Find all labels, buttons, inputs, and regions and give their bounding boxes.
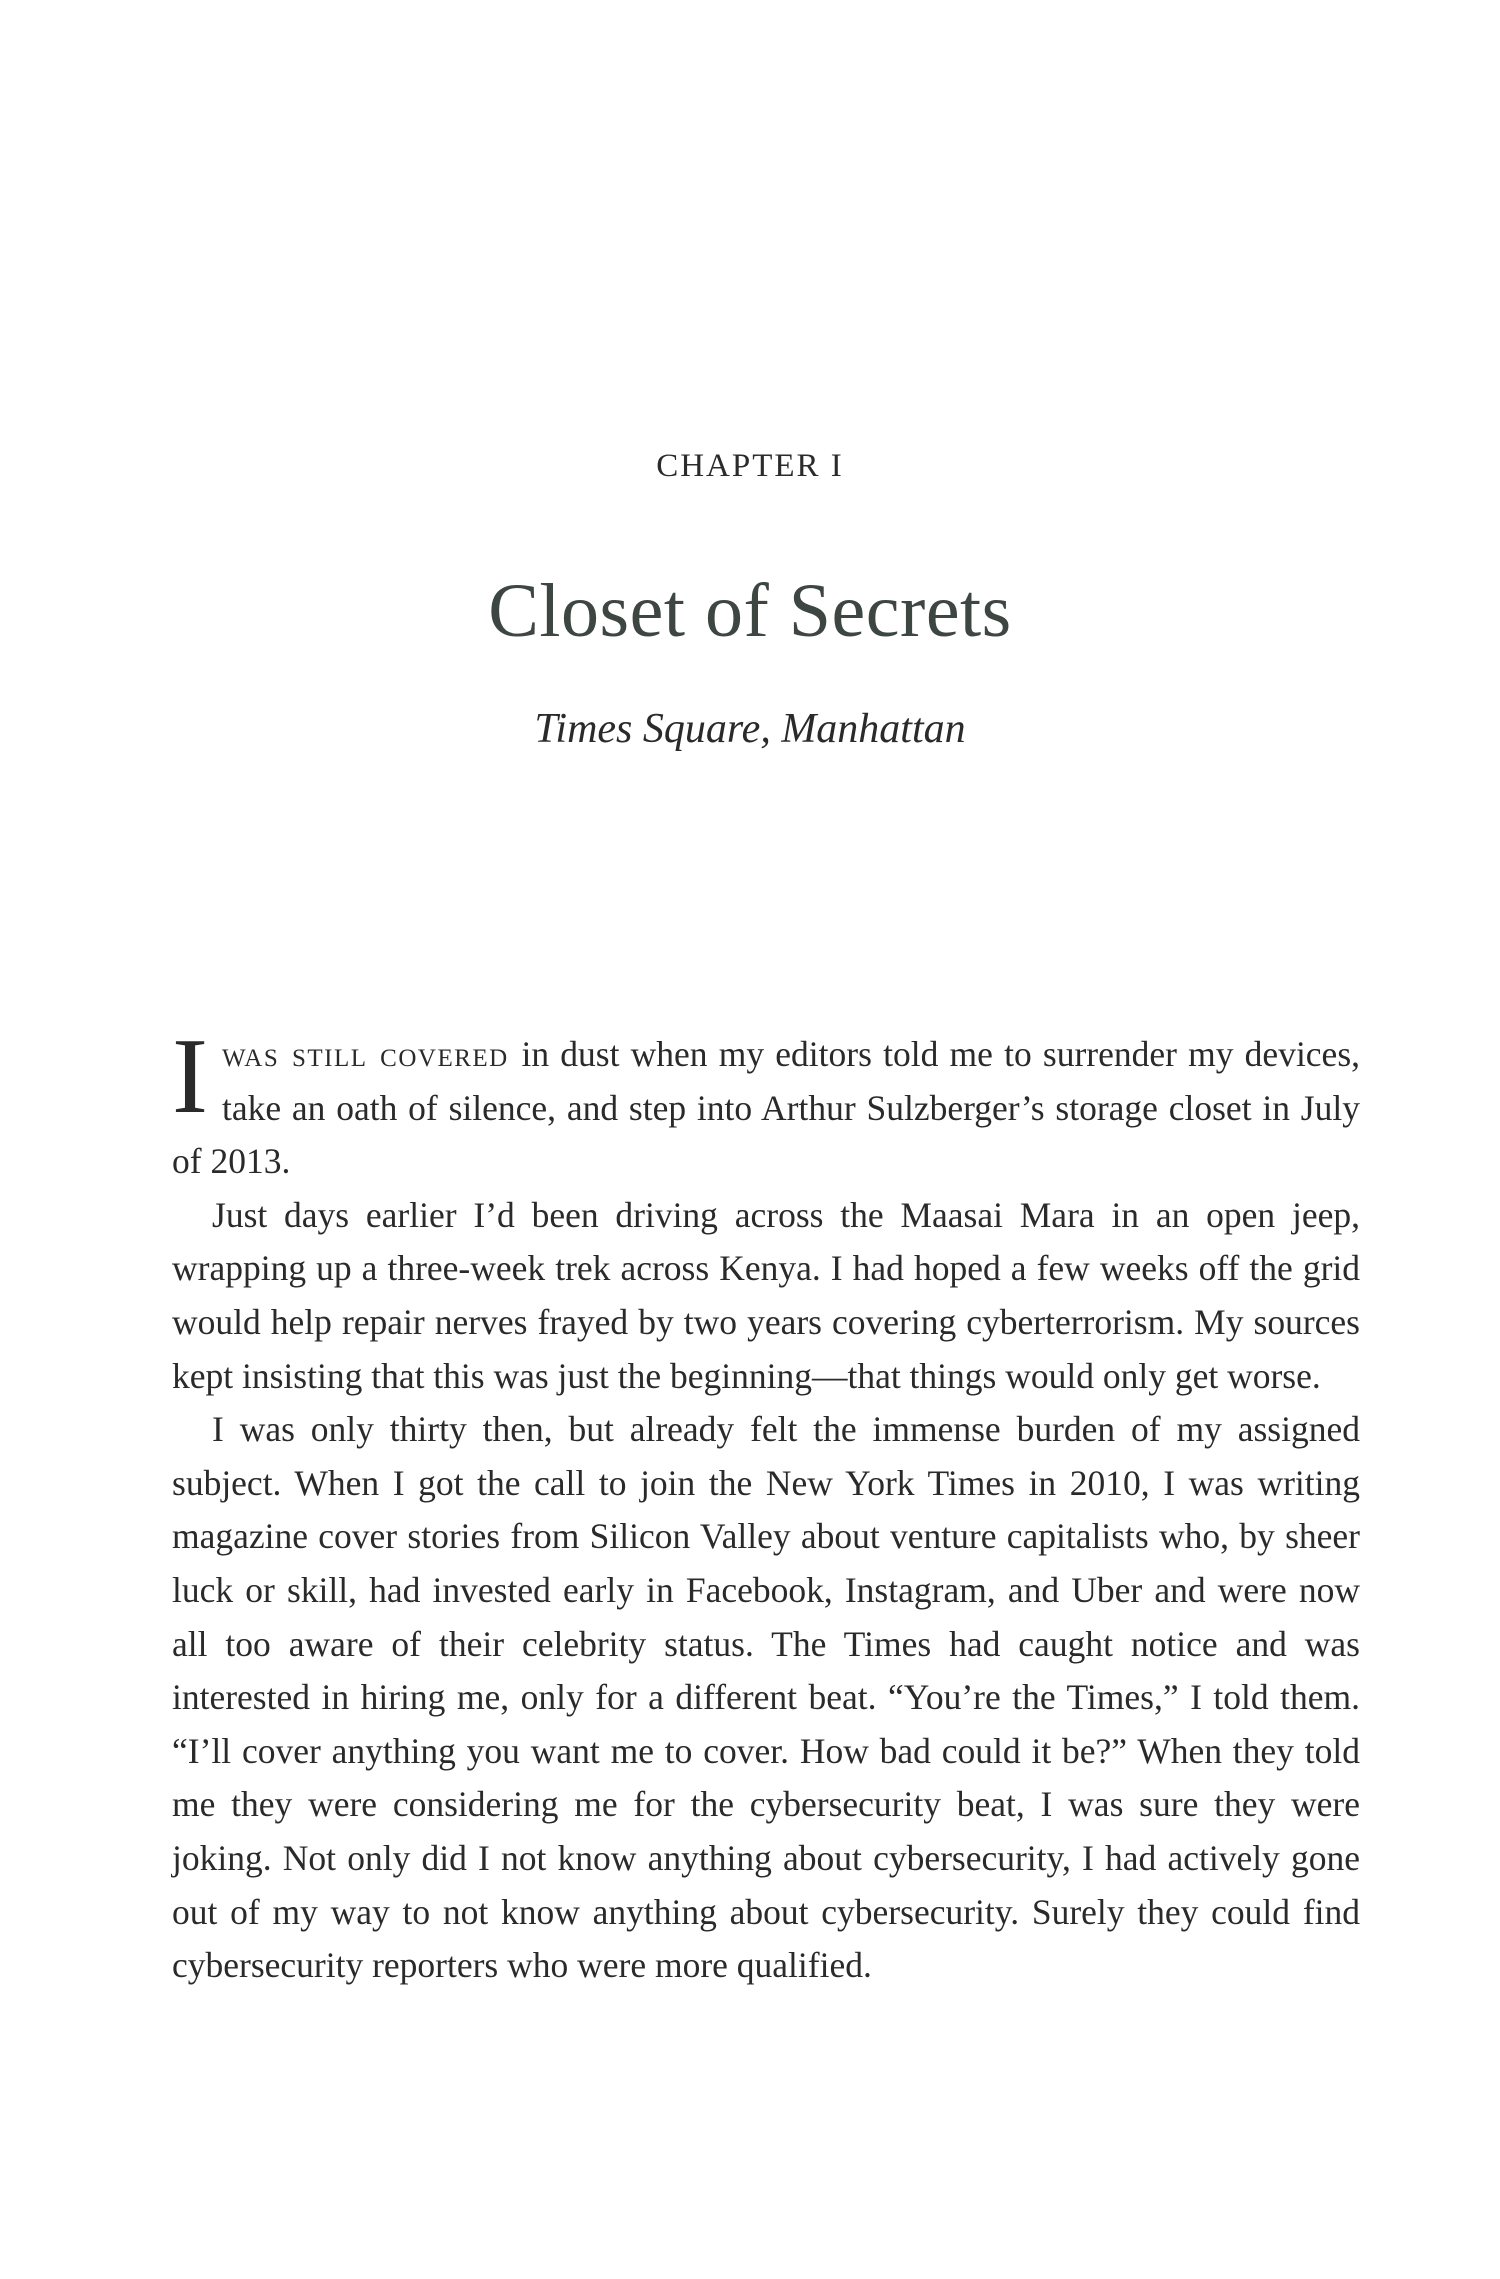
paragraph-2: Just days earlier I’d been driving across the Maasai Mara in an open jeep, wrapping up a three-week trek across Kenya. I had hoped a few weeks off the grid would help repair nerves frayed by two years covering cyberterrorism. My sources kept insisting that this was just the beginning—that things would only get worse. xyxy=(172,1194,1360,1396)
paragraph-3: I was only thirty then, but already felt the immense burden of my assigned subject. When I got the call to join the New York Times in 2010, I was writing magazine cover stories from Silicon Valley about venture capitalists who, by sheer luck or skill, had invested early in Facebook, Instagram, and Uber and were now all too aware of their celebrity status. The Times had caught notice and was interested in hiring me, only for a different beat. “You’re the Times,” I told them. “I’ll cover anything you want me to cover. How bad could it be?” When they told me they were considering me for the cybersecurity beat, I was sure they were joking. Not only did I not know anything about cybersecurity, I had actively gone out of my way to not know anything about cybersecurity. Surely they could find cybersecurity reporters who were more qualified. xyxy=(172,1409,1360,1986)
chapter-label: CHAPTER I xyxy=(656,448,844,484)
chapter-title: Closet of Secrets xyxy=(488,569,1012,653)
paragraph-1 xyxy=(172,1017,1361,1189)
opening-smallcaps: was still covered xyxy=(221,1034,509,1074)
drop-cap: I xyxy=(172,1017,208,1136)
paragraph-1-text: in dust when my editors told me to surrender my devices, take an oath of silence, and step into Arthur Sulzberger’s storage closet in July of 2013. xyxy=(172,1034,1361,1182)
chapter-body xyxy=(172,1017,1361,1993)
chapter-subtitle: Times Square, Manhattan xyxy=(534,706,966,752)
